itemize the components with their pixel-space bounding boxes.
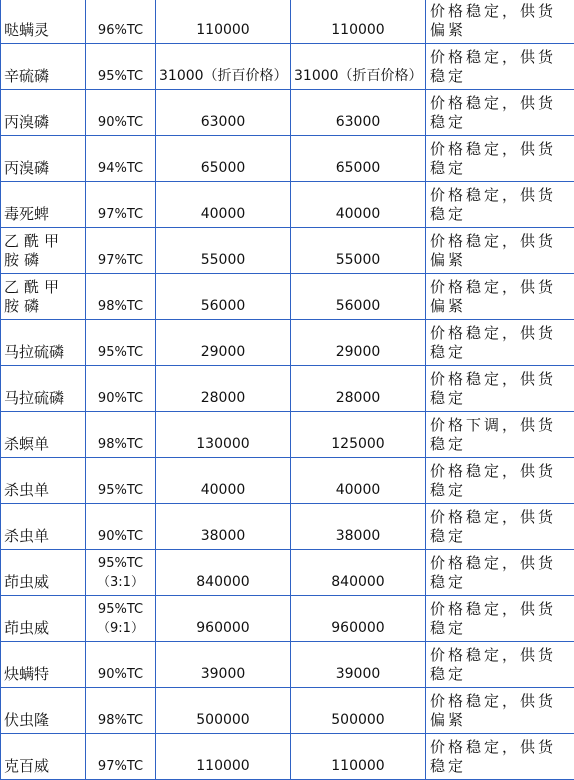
product-name-cell: 茚虫威 [1,550,86,596]
spec-cell: 95%TC（3:1） [86,550,156,596]
table-row [1,228,574,274]
current-price-cell: 110000 [291,734,426,780]
table-row [1,642,574,688]
market-note-cell: 价格稳定，供货稳定 [426,734,574,780]
previous-price-cell: 56000 [156,274,291,320]
spec-cell: 90%TC [86,366,156,412]
current-price-cell: 56000 [291,274,426,320]
spec-cell: 95%TC [86,44,156,90]
product-name-cell: 炔螨特 [1,642,86,688]
market-note-cell: 价格稳定，供货偏紧 [426,274,574,320]
table-row [1,504,574,550]
table-row [1,44,574,90]
product-name-cell: 丙溴磷 [1,136,86,182]
previous-price-cell: 38000 [156,504,291,550]
market-note-cell: 价格稳定，供货稳定 [426,44,574,90]
price-table-body [1,0,574,780]
previous-price-cell: 29000 [156,320,291,366]
previous-price-cell: 110000 [156,0,291,44]
current-price-cell: 110000 [291,0,426,44]
product-name-cell: 毒死蜱 [1,182,86,228]
spec-cell: 97%TC [86,734,156,780]
previous-price-cell: 840000 [156,550,291,596]
current-price-cell: 65000 [291,136,426,182]
market-note-cell: 价格稳定，供货稳定 [426,596,574,642]
product-name-cell: 杀螟单 [1,412,86,458]
previous-price-cell: 130000 [156,412,291,458]
spec-cell: 94%TC [86,136,156,182]
market-note-cell: 价格稳定，供货稳定 [426,182,574,228]
product-name-cell: 马拉硫磷 [1,320,86,366]
table-row [1,0,574,44]
previous-price-cell: 39000 [156,642,291,688]
market-note-cell: 价格稳定，供货稳定 [426,320,574,366]
spec-cell: 90%TC [86,90,156,136]
previous-price-cell: 40000 [156,182,291,228]
table-row [1,596,574,642]
previous-price-cell: 31000（折百价格） [156,44,291,90]
previous-price-cell: 960000 [156,596,291,642]
table-row [1,274,574,320]
previous-price-cell: 500000 [156,688,291,734]
market-note-cell: 价格稳定，供货偏紧 [426,228,574,274]
previous-price-cell: 110000 [156,734,291,780]
product-name-cell: 辛硫磷 [1,44,86,90]
table-row [1,550,574,596]
market-note-cell: 价格稳定，供货稳定 [426,458,574,504]
market-note-cell: 价格稳定，供货稳定 [426,550,574,596]
table-row [1,688,574,734]
table-row [1,320,574,366]
table-row [1,458,574,504]
previous-price-cell: 28000 [156,366,291,412]
spec-cell: 95%TC（9:1） [86,596,156,642]
current-price-cell: 840000 [291,550,426,596]
current-price-cell: 28000 [291,366,426,412]
table-row [1,182,574,228]
spec-cell: 98%TC [86,274,156,320]
spec-cell: 97%TC [86,182,156,228]
product-name-cell: 杀虫单 [1,504,86,550]
market-note-cell: 价格稳定，供货偏紧 [426,688,574,734]
current-price-cell: 31000（折百价格） [291,44,426,90]
market-note-cell: 价格稳定，供货稳定 [426,136,574,182]
table-row [1,366,574,412]
market-note-cell: 价格稳定，供货偏紧 [426,0,574,44]
product-name-cell: 茚虫威 [1,596,86,642]
previous-price-cell: 40000 [156,458,291,504]
table-row [1,412,574,458]
market-note-cell: 价格稳定，供货稳定 [426,504,574,550]
previous-price-cell: 55000 [156,228,291,274]
product-name-cell: 马拉硫磷 [1,366,86,412]
current-price-cell: 29000 [291,320,426,366]
spec-cell: 90%TC [86,642,156,688]
table-row [1,136,574,182]
current-price-cell: 40000 [291,182,426,228]
current-price-cell: 39000 [291,642,426,688]
product-name-cell: 伏虫隆 [1,688,86,734]
current-price-cell: 38000 [291,504,426,550]
current-price-cell: 40000 [291,458,426,504]
market-note-cell: 价格稳定，供货稳定 [426,642,574,688]
previous-price-cell: 63000 [156,90,291,136]
spec-cell: 97%TC [86,228,156,274]
market-note-cell: 价格下调，供货稳定 [426,412,574,458]
current-price-cell: 55000 [291,228,426,274]
spec-cell: 90%TC [86,504,156,550]
spec-cell: 95%TC [86,458,156,504]
market-note-cell: 价格稳定，供货稳定 [426,366,574,412]
product-name-cell: 乙酰甲胺磷 [1,228,86,274]
product-name-cell: 克百威 [1,734,86,780]
spec-cell: 98%TC [86,412,156,458]
table-row [1,734,574,780]
current-price-cell: 960000 [291,596,426,642]
product-name-cell: 哒螨灵 [1,0,86,44]
market-note-cell: 价格稳定，供货稳定 [426,90,574,136]
spec-cell: 95%TC [86,320,156,366]
product-name-cell: 杀虫单 [1,458,86,504]
product-name-cell: 丙溴磷 [1,90,86,136]
current-price-cell: 500000 [291,688,426,734]
spec-cell: 98%TC [86,688,156,734]
spec-cell: 96%TC [86,0,156,44]
current-price-cell: 63000 [291,90,426,136]
product-name-cell: 乙酰甲胺磷 [1,274,86,320]
current-price-cell: 125000 [291,412,426,458]
table-row [1,90,574,136]
previous-price-cell: 65000 [156,136,291,182]
